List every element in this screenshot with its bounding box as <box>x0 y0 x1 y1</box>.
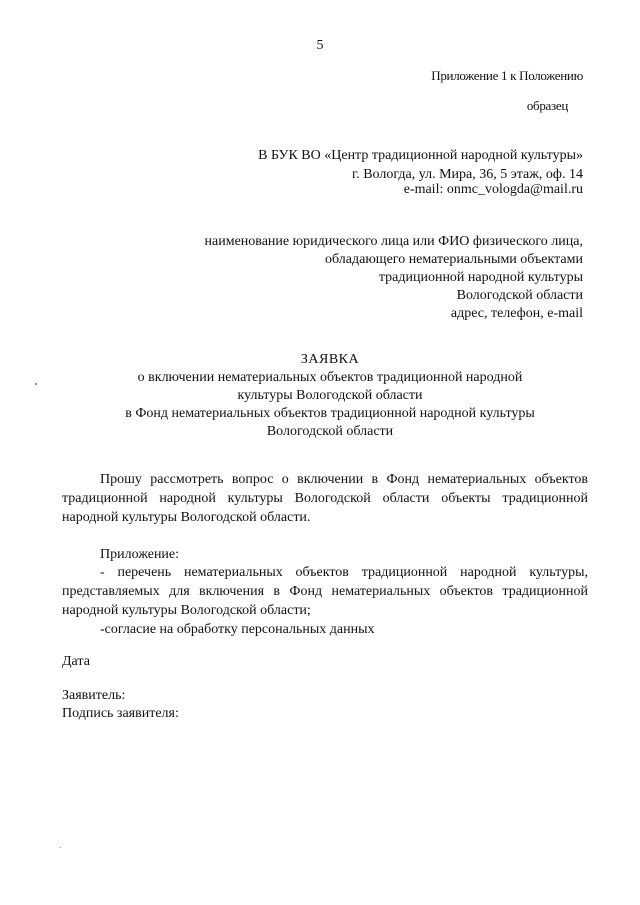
sample-note: образец <box>526 98 568 113</box>
addressee-email: e-mail: onmc_vologda@mail.ru <box>403 182 583 197</box>
applicant-contacts: адрес, телефон, e-mail <box>450 306 583 321</box>
scan-speck <box>60 847 61 848</box>
addressee-organization: В БУК ВО «Центр традиционной народной культуры» <box>258 148 583 163</box>
applicant-line: традиционной народной культуры <box>378 270 583 285</box>
document-subtitle-line: в Фонд нематериальных объектов традиционной народной культуры <box>125 406 535 421</box>
applicant-line: обладающего нематериальными объектами <box>325 252 583 267</box>
applicant-label: Заявитель: <box>62 688 126 703</box>
appendix-list <box>62 563 588 639</box>
date-label: Дата <box>62 654 90 669</box>
page-number: 5 <box>316 38 324 53</box>
appendix-label: Приложение: <box>100 547 180 562</box>
appendix-note: Приложение 1 к Положению <box>431 68 583 83</box>
document-subtitle-line: культуры Вологодской области <box>237 388 423 403</box>
appendix-item: - перечень нематериальных объектов традиционной народной культуры, представляемых для включения в Фонд нематериальных объектов традиционной народной культуры Вологодской области; <box>62 565 588 618</box>
request-paragraph: Прошу рассмотреть вопрос о включении в Фонд нематериальных объектов традиционной народной культуры Вологодской области объекты традиционной народной культуры Вологодской области. <box>62 472 588 525</box>
applicant-line: Вологодской области <box>456 288 583 303</box>
document-subtitle-line: Вологодской области <box>266 424 394 439</box>
appendix-item: -согласие на обработку персональных данных <box>100 622 375 637</box>
signature-label: Подпись заявителя: <box>62 706 179 721</box>
applicant-line: наименование юридического лица или ФИО физического лица, <box>204 234 583 249</box>
document-subtitle-line: о включении нематериальных объектов традиционной народной <box>137 370 523 385</box>
document-title: ЗАЯВКА <box>300 352 360 367</box>
addressee-address: г. Вологда, ул. Мира, 36, 5 этаж, оф. 14 <box>352 167 583 182</box>
scan-speck <box>35 383 37 385</box>
